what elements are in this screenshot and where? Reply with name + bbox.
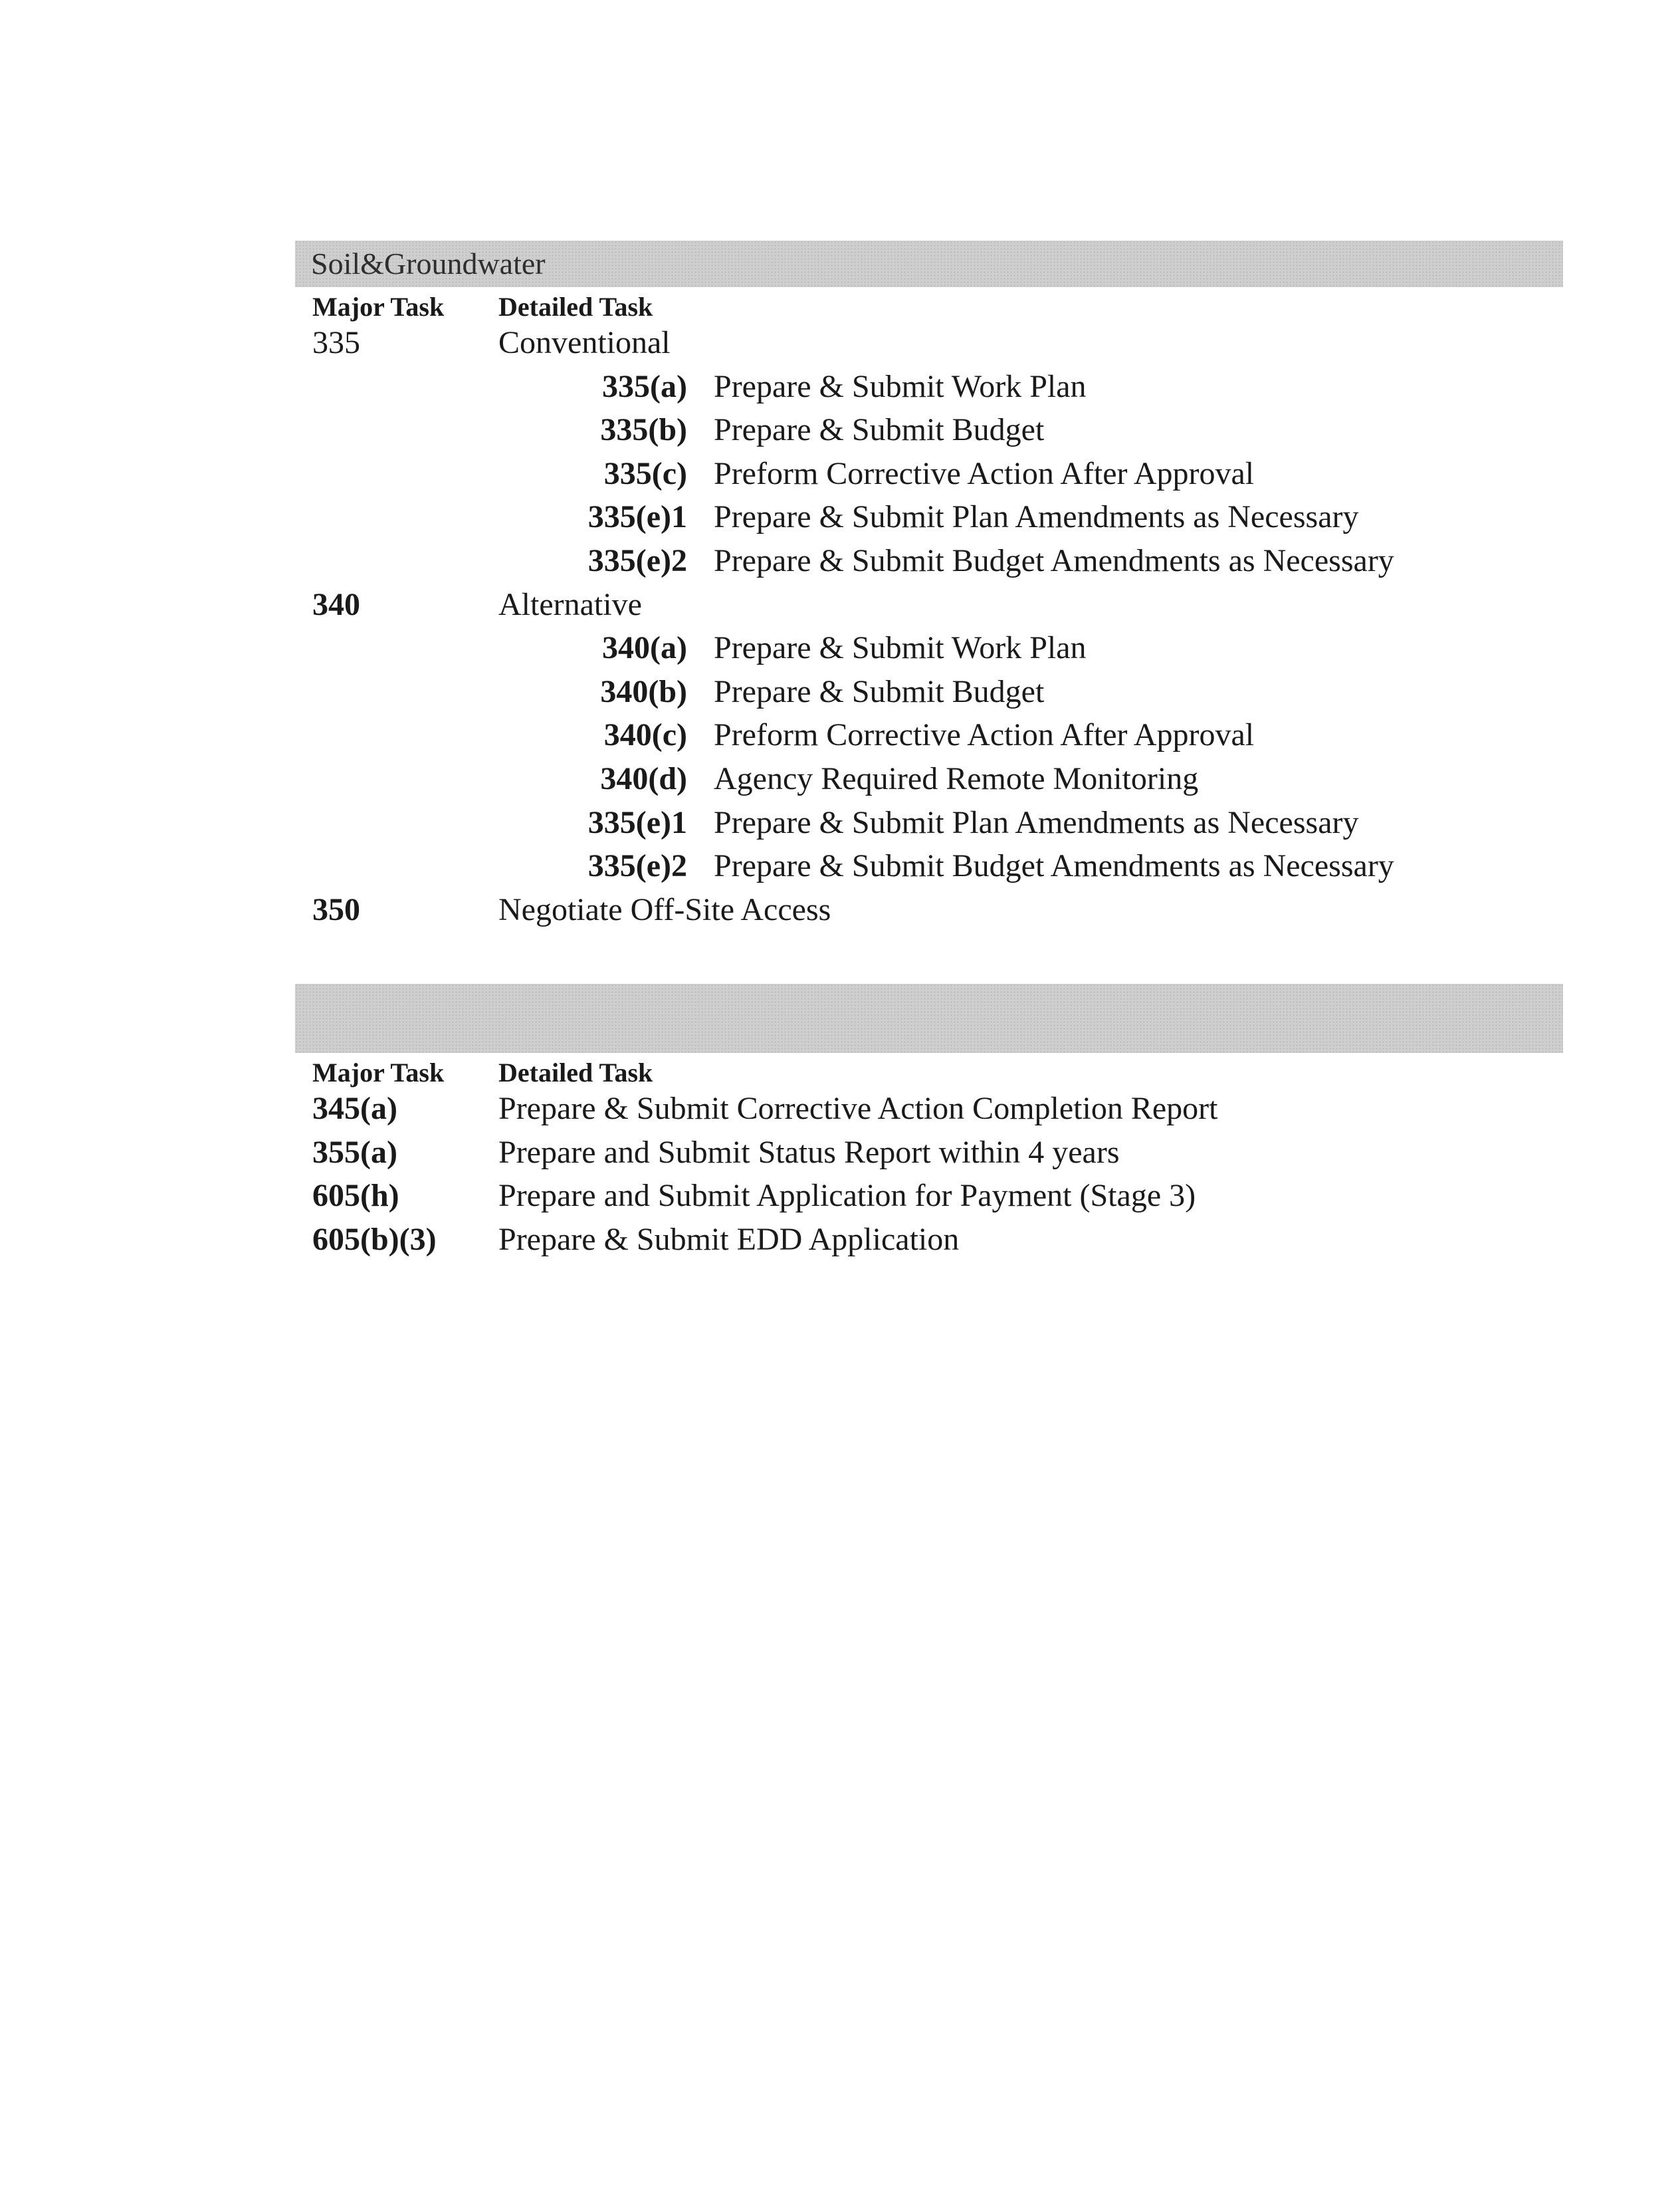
section-title: [295, 984, 1563, 1053]
detailed-task-row: [295, 627, 1563, 671]
major-task-row: [295, 322, 1563, 366]
detailed-task-row: [295, 409, 1563, 453]
detailed-task-desc: Prepare & Submit Budget: [714, 673, 1045, 709]
task-desc: Prepare & Submit Corrective Action Completion Report: [498, 1091, 1218, 1126]
detailed-task-desc: Preform Corrective Action After Approval: [714, 717, 1255, 753]
detailed-task-row: [295, 845, 1563, 889]
major-task-header: Major Task: [312, 292, 445, 322]
detailed-task-desc: Preform Corrective Action After Approval: [714, 455, 1255, 491]
detailed-task-code: 335(e)2: [587, 848, 687, 884]
soil-groundwater-section: [295, 241, 1563, 932]
completion-section: [295, 984, 1563, 1262]
major-task-code: 355(a): [312, 1134, 397, 1170]
detailed-task-desc: Prepare & Submit Work Plan: [714, 630, 1087, 666]
major-task-code: 335: [312, 325, 360, 360]
task-desc: Prepare and Submit Status Report within 4 years: [498, 1134, 1120, 1170]
major-task-label: Conventional: [498, 325, 671, 360]
detailed-task-code: 335(e)1: [587, 499, 687, 535]
task-row: [295, 1088, 1563, 1131]
detailed-task-code: 340(d): [600, 760, 687, 796]
major-task-code: 605(b)(3): [312, 1221, 437, 1257]
detailed-task-row: [295, 714, 1563, 758]
detailed-task-code: 335(c): [603, 455, 687, 491]
detailed-task-row: [295, 366, 1563, 409]
major-task-label: Negotiate Off-Site Access: [498, 891, 831, 927]
detailed-task-desc: Prepare & Submit Budget Amendments as Necessary: [714, 542, 1394, 578]
detailed-task-desc: Prepare & Submit Plan Amendments as Necessary: [714, 804, 1359, 840]
detailed-task-row: [295, 802, 1563, 846]
detailed-task-row: [295, 671, 1563, 715]
detailed-task-code: 340(a): [602, 630, 687, 666]
major-task-code: 345(a): [312, 1091, 397, 1126]
section-title: Soil&Groundwater: [295, 241, 1563, 287]
detailed-task-code: 335(e)2: [587, 542, 687, 578]
detailed-task-header: Detailed Task: [498, 292, 653, 322]
major-task-row: [295, 889, 1563, 933]
detailed-task-row: [295, 496, 1563, 540]
major-task-code: 340: [312, 586, 360, 622]
detailed-task-code: 335(b): [600, 412, 687, 448]
major-task-label: Alternative: [498, 586, 642, 622]
detailed-task-row: [295, 453, 1563, 497]
detailed-task-code: 340(c): [603, 717, 687, 753]
task-row: [295, 1131, 1563, 1175]
detailed-task-desc: Prepare & Submit Budget Amendments as Necessary: [714, 848, 1394, 884]
major-task-code: 605(h): [312, 1178, 399, 1214]
detailed-task-desc: Agency Required Remote Monitoring: [714, 760, 1199, 796]
task-desc: Prepare and Submit Application for Payment (Stage 3): [498, 1178, 1196, 1214]
detailed-task-desc: Prepare & Submit Plan Amendments as Necessary: [714, 499, 1359, 535]
major-task-row: [295, 584, 1563, 628]
detailed-task-desc: Prepare & Submit Budget: [714, 412, 1045, 448]
detailed-task-code: 340(b): [600, 673, 687, 709]
task-row: [295, 1175, 1563, 1218]
task-desc: Prepare & Submit EDD Application: [498, 1221, 960, 1257]
detailed-task-code: 335(a): [602, 368, 687, 404]
detailed-task-header: Detailed Task: [498, 1058, 653, 1088]
major-task-header: Major Task: [312, 1058, 445, 1088]
detailed-task-desc: Prepare & Submit Work Plan: [714, 368, 1087, 404]
major-task-code: 350: [312, 891, 360, 927]
detailed-task-row: [295, 540, 1563, 584]
detailed-task-code: 335(e)1: [587, 804, 687, 840]
detailed-task-row: [295, 758, 1563, 802]
column-headers: [295, 287, 1563, 322]
task-row: [295, 1218, 1563, 1262]
column-headers: [295, 1053, 1563, 1088]
